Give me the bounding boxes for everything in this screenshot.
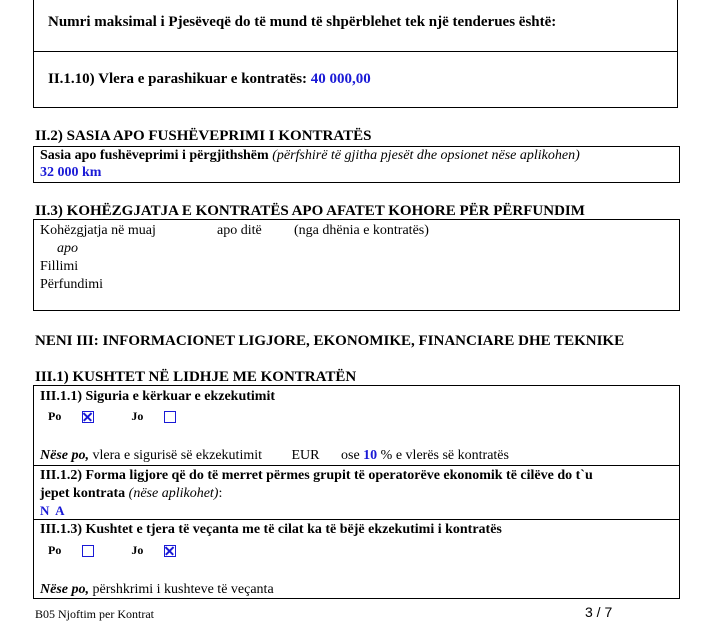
duration-months: Kohëzgjatja në muaj bbox=[40, 223, 156, 238]
security-text2: % e vlerës së kontratës bbox=[380, 448, 509, 463]
legal-form-value: N A bbox=[40, 503, 65, 518]
special-conditions-text: përshkrimi i kushteve të veçanta bbox=[92, 582, 274, 597]
max-lots-text: Numri maksimal i Pjesëveqë do të mund të shpërblehet tek një tenderues është: bbox=[48, 14, 557, 30]
special-conditions-title: III.1.3) Kushtet e tjera të veçanta me të cilat ka të bëjë ekzekutimi i kontratës bbox=[40, 522, 502, 537]
section-iii1-box bbox=[33, 385, 680, 599]
divider bbox=[34, 519, 679, 520]
duration-apo: apo bbox=[57, 241, 78, 256]
or-label: ose bbox=[341, 448, 360, 463]
no-label: Jo bbox=[131, 409, 144, 423]
legal-form-title-line1: III.1.2) Forma ligjore që do të merret përmes grupit të operatorëve ekonomik të cilëve do t`u bbox=[40, 468, 593, 483]
legal-form-title-end: jepet kontrata bbox=[40, 486, 126, 501]
yes-checkbox[interactable] bbox=[82, 411, 94, 423]
no-label: Jo bbox=[131, 543, 144, 557]
end-label: Përfundimi bbox=[40, 277, 103, 292]
estimated-value-label: II.1.10) Vlera e parashikuar e kontratës: bbox=[48, 71, 308, 87]
footer-doc-id: B05 Njoftim per Kontrat bbox=[35, 607, 154, 621]
divider bbox=[34, 51, 677, 52]
yes-label: Po bbox=[48, 409, 62, 423]
special-conditions-row bbox=[40, 582, 274, 598]
section-ii2-heading: II.2) SASIA APO FUSHËVEPRIMI I KONTRATËS bbox=[35, 128, 372, 144]
yes-checkbox[interactable] bbox=[82, 545, 94, 557]
performance-security-title: III.1.1) Siguria e kërkuar e ekzekutimit bbox=[40, 389, 276, 404]
scope-value: 32 000 km bbox=[40, 165, 102, 180]
currency: EUR bbox=[291, 448, 320, 463]
start-label: Fillimi bbox=[40, 259, 79, 274]
top-box bbox=[33, 0, 678, 108]
duration-from-award: (nga dhënia e kontratës) bbox=[294, 223, 429, 238]
security-percent: 10 bbox=[363, 448, 378, 463]
legal-form-note: (nëse aplikohet) bbox=[128, 486, 219, 501]
yes-label: Po bbox=[48, 543, 62, 557]
estimated-value-row bbox=[48, 71, 371, 88]
section-iii1-heading: III.1) KUSHTET NË LIDHJE ME KONTRATËN bbox=[35, 369, 357, 385]
security-value-row bbox=[40, 448, 509, 464]
scope-note: (përfshirë të gjitha pjesët dhe opsionet nëse aplikohen) bbox=[272, 148, 580, 163]
if-yes-label: Nëse po, bbox=[40, 448, 89, 463]
no-checkbox[interactable] bbox=[164, 411, 176, 423]
performance-security-options bbox=[48, 409, 176, 424]
special-conditions-options bbox=[48, 543, 176, 558]
no-checkbox[interactable] bbox=[164, 545, 176, 557]
scope-row bbox=[40, 148, 580, 164]
legal-form-title-line2 bbox=[40, 486, 222, 502]
if-yes-label: Nëse po, bbox=[40, 582, 89, 597]
legal-form-colon: : bbox=[218, 486, 223, 501]
footer-page-number: 3 / 7 bbox=[585, 604, 613, 620]
scope-label: Sasia apo fushëveprimi i përgjithshëm bbox=[40, 148, 269, 163]
section-ii3-box bbox=[33, 219, 680, 311]
security-text: vlera e sigurisë së ekzekutimit bbox=[92, 448, 262, 463]
duration-days: apo ditë bbox=[217, 223, 262, 238]
article-iii-heading: NENI III: INFORMACIONET LIGJORE, EKONOMIKE, FINANCIARE DHE TEKNIKE bbox=[35, 333, 625, 349]
estimated-value: 40 000,00 bbox=[310, 71, 371, 87]
section-ii2-box bbox=[33, 146, 680, 183]
divider bbox=[34, 465, 679, 466]
section-ii3-heading: II.3) KOHËZGJATJA E KONTRATËS APO AFATET KOHORE PËR PËRFUNDIM bbox=[35, 203, 585, 219]
